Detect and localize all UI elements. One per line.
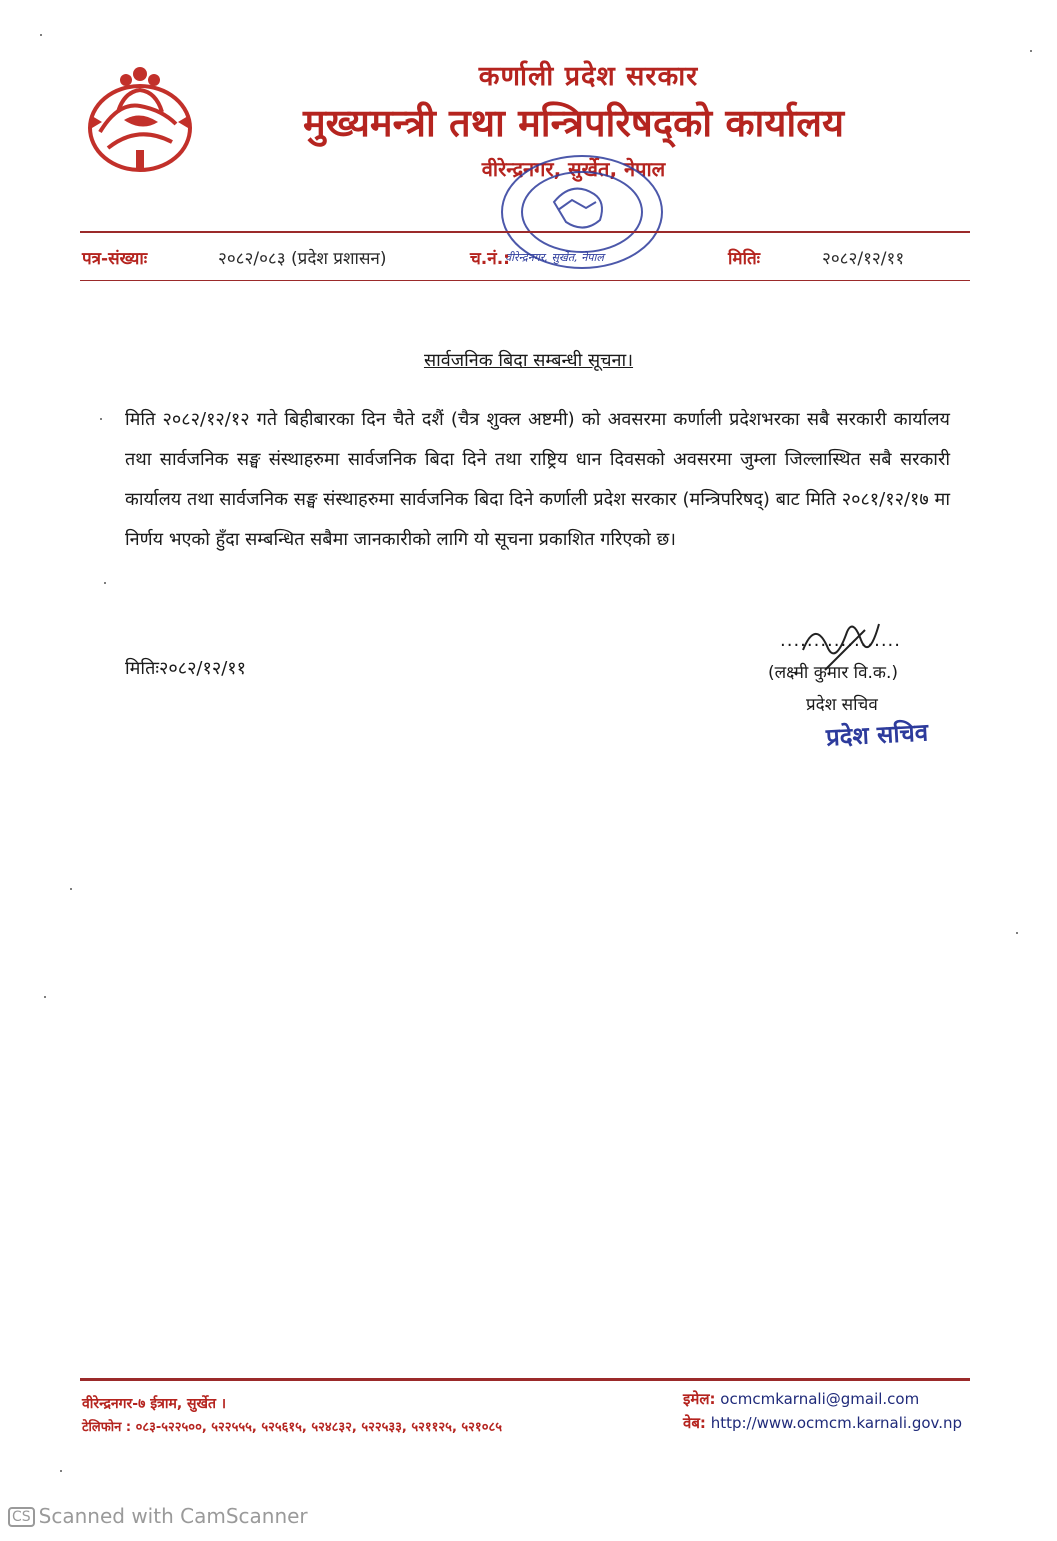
footer-email-label: इमेल: xyxy=(683,1390,716,1408)
reference-date-label: मितिः xyxy=(728,249,761,269)
scan-speck xyxy=(60,1470,62,1472)
footer-phone: टेलिफोन : ०८३-५२२५००, ५२२५५५, ५२५६१५, ५२४८३२, ५२२५३३, ५२११२५, ५२१०८५ xyxy=(82,1420,502,1435)
scan-speck xyxy=(40,34,42,36)
reference-date: २०८२/१२/११ xyxy=(822,249,905,269)
scan-speck xyxy=(104,582,106,584)
reference-bottom-rule xyxy=(80,280,970,281)
camscanner-logo-icon: CS xyxy=(8,1507,35,1527)
notice-body: मिति २०८२/१२/१२ गते बिहीबारका दिन चैते दशैं (चैत्र शुक्ल अष्टमी) को अवसरमा कर्णाली प्रदेशभरका सबै सरकारी कार्यालय तथा सार्वजनिक सङ्घ संस्थाहरुमा सार्वजनिक बिदा दिने तथा राष्ट्रिय धान दिवसको अवसरमा जुम्ला जिल्लास्थित सबै सरकारी कार्यालय तथा सार्वजनिक सङ्घ संस्थाहरुमा सार्वजनिक बिदा दिने कर्णाली प्रदेश सरकार (मन्त्रिपरिषद्) बाट मिति २०८१/१२/१७ मा निर्णय भएको हुँदा सम्बन्धित सबैमा जानकारीको लागि यो सूचना प्रकाशित गरिएको छ। xyxy=(125,409,950,550)
footer-rule xyxy=(80,1378,970,1381)
signatory-name: (लक्ष्मी कुमार वि.क.) xyxy=(768,663,899,683)
scanner-watermark xyxy=(8,1504,308,1528)
scan-speck xyxy=(70,888,72,890)
footer-email xyxy=(683,1389,919,1409)
footer-address: वीरेन्द्रनगर-७ ईत्राम, सुर्खेत । xyxy=(82,1396,227,1412)
letterhead-office: मुख्यमन्त्री तथा मन्त्रिपरिषद्को कार्यालय xyxy=(302,101,845,145)
reference-top-rule xyxy=(80,231,970,233)
signatory-stamp: प्रदेश सचिव xyxy=(825,718,929,752)
reference-number: २०८२/०८३ (प्रदेश प्रशासन) xyxy=(218,249,387,269)
scan-speck xyxy=(1016,932,1018,934)
reference-number-label: पत्र-संख्याः xyxy=(82,249,148,269)
footer-email-value[interactable]: ocmcmkarnali@gmail.com xyxy=(720,1390,920,1408)
scan-speck xyxy=(44,996,46,998)
signatory-title: प्रदेश सचिव xyxy=(806,695,878,715)
notice-title: सार्वजनिक बिदा सम्बन्धी सूचना। xyxy=(423,350,634,371)
scan-speck xyxy=(100,418,102,420)
letterhead-address: वीरेन्द्रनगर, सुर्खेत, नेपाल xyxy=(481,157,666,181)
footer-web xyxy=(683,1413,962,1433)
footer-web-value[interactable]: http://www.ocmcm.karnali.gov.np xyxy=(710,1414,963,1432)
seal-text: वीरेन्द्रनगर, सुर्खेत, नेपाल xyxy=(505,251,604,264)
notice-date: मितिः२०८२/१२/११ xyxy=(125,658,246,679)
footer-web-label: वेब: xyxy=(683,1414,706,1432)
dispatch-number-label: च.नं.: xyxy=(470,249,510,269)
signature-dots: .................. xyxy=(780,630,901,651)
letterhead-government: कर्णाली प्रदेश सरकार xyxy=(478,61,699,92)
scan-speck xyxy=(1030,50,1032,52)
watermark-text: Scanned with CamScanner xyxy=(38,1504,308,1528)
